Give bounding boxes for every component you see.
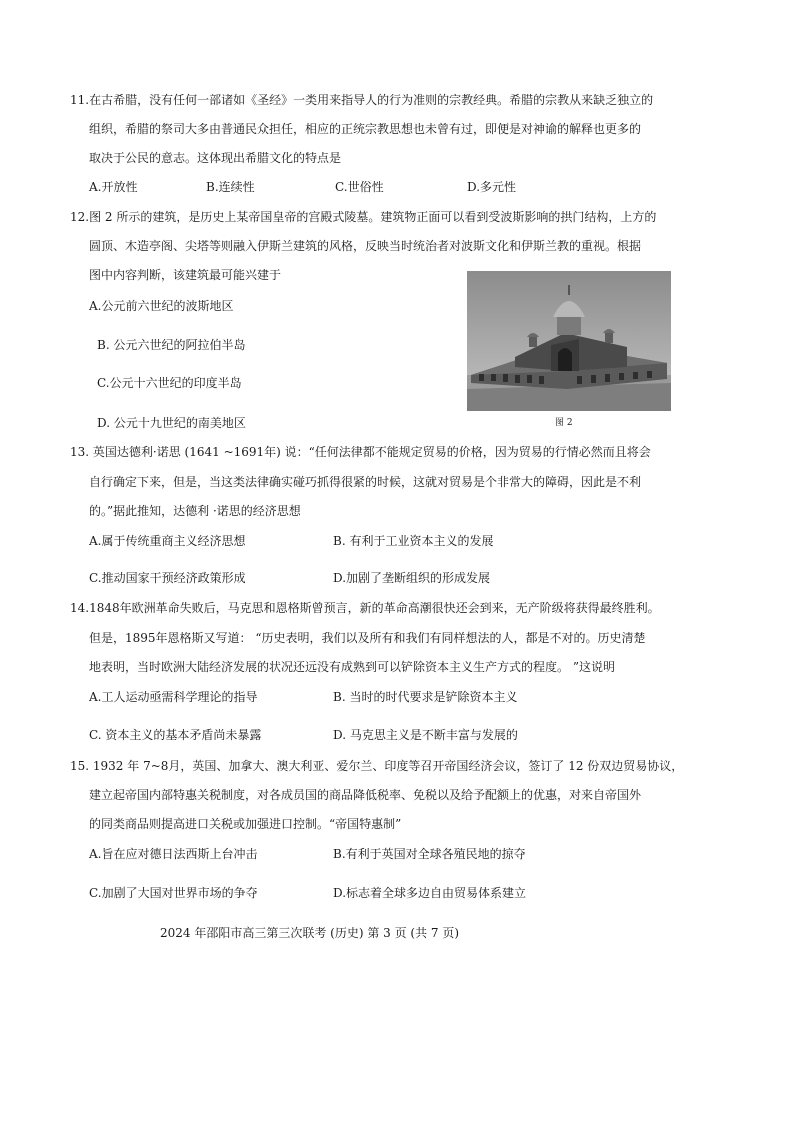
q13-stem-line-2: 自行确定下来，但是，当这类法律确实碰巧抓得很紧的时候，这就对贸易是个非常大的障碍，因此是不利: [89, 475, 642, 489]
q14-option-a: A.工人运动亟需科学理论的指导: [89, 690, 258, 704]
q15-option-b: B.有利于英国对全球各殖民地的掠夺: [333, 847, 526, 861]
q12-option-a: A.公元前六世纪的波斯地区: [89, 299, 234, 313]
q15-stem-line-3: 的同类商品则提高进口关税或加强进口控制。“帝国特惠制”: [89, 817, 402, 831]
q11-option-a: A.开放性: [89, 180, 138, 194]
q13-stem-line-3: 的。”据此推知，达德利 ·诺思的经济思想: [89, 504, 301, 518]
q13-option-a: A.属于传统重商主义经济思想: [89, 534, 246, 548]
q14-option-b: B. 当时的时代要求是铲除资本主义: [333, 690, 518, 704]
q14-option-d: D. 马克思主义是不断丰富与发展的: [333, 728, 518, 742]
q15-stem-line-1: 15. 1932 年 7~8月，英国、加拿大、澳大利亚、爱尔兰、印度等召开帝国经济会议，签订了 12 份双边贸易协议，: [70, 759, 684, 773]
q12-option-d: D. 公元十九世纪的南美地区: [97, 416, 246, 430]
q12-stem-line-2: 圆顶、木造亭阁、尖塔等则融入伊斯兰建筑的风格，反映当时统治者对波斯文化和伊斯兰教的重视。根据: [89, 239, 642, 253]
q12-stem-line-1: 12.图 2 所示的建筑，是历史上某帝国皇帝的宫殿式陵墓。建筑物正面可以看到受波斯影响的拱门结构，上方的: [70, 210, 657, 224]
q14-stem-line-1: 14.1848年欧洲革命失败后，马克思和恩格斯曾预言，新的革命高潮很快还会到来，无产阶级将获得最终胜利。: [70, 601, 660, 615]
figure-caption: 图 2: [555, 418, 573, 428]
q12-stem-line-3: 图中内容判断，该建筑最可能兴建于: [89, 268, 282, 282]
q15-option-d: D.标志着全球多边自由贸易体系建立: [333, 886, 527, 900]
q13-stem-line-1: 13. 英国达德利·诺思 (1641 ~1691年) 说：“任何法律都不能规定贸易的价格，因为贸易的行情必然而且将会: [70, 445, 651, 459]
q13-option-b: B. 有利于工业资本主义的发展: [333, 534, 494, 548]
q11-option-d: D.多元性: [467, 180, 517, 194]
q11-stem-line-2: 组织，希腊的祭司大多由普通民众担任，相应的正统宗教思想也未曾有过，即便是对神谕的解释也更多的: [89, 122, 642, 136]
q15-stem-line-2: 建立起帝国内部特惠关税制度，对各成员国的商品降低税率、免税以及给予配额上的优惠，对来自帝国外: [89, 788, 642, 802]
page-footer: 2024 年邵阳市高三第三次联考 (历史) 第 3 页 (共 7 页): [160, 926, 460, 940]
q12-option-c: C.公元十六世纪的印度半岛: [97, 376, 242, 390]
q14-option-c: C. 资本主义的基本矛盾尚未暴露: [89, 728, 262, 742]
q14-stem-line-2: 但是，1895年恩格斯又写道： “历史表明，我们以及所有和我们有同样想法的人，都是不对的。历史清楚: [89, 631, 646, 645]
q15-option-c: C.加剧了大国对世界市场的争夺: [89, 886, 258, 900]
q14-stem-line-3: 地表明，当时欧洲大陆经济发展的状况还远没有成熟到可以铲除资本主义生产方式的程度。 ”这说明: [89, 660, 615, 674]
q12-option-b: B. 公元六世纪的阿拉伯半岛: [97, 338, 246, 352]
q11-stem-line-1: 11.在古希腊，没有任何一部诸如《圣经》一类用来指导人的行为准则的宗教经典。希腊的宗教从来缺乏独立的: [70, 93, 654, 107]
q11-option-b: B.连续性: [206, 180, 255, 194]
mausoleum-photo: [467, 271, 671, 411]
q13-option-c: C.推动国家干预经济政策形成: [89, 571, 246, 585]
q13-option-d: D.加剧了垄断组织的形成发展: [333, 571, 491, 585]
q15-option-a: A.旨在应对德日法西斯上台冲击: [89, 847, 258, 861]
q11-option-c: C.世俗性: [335, 180, 384, 194]
q11-stem-line-3: 取决于公民的意志。这体现出希腊文化的特点是: [89, 151, 342, 165]
